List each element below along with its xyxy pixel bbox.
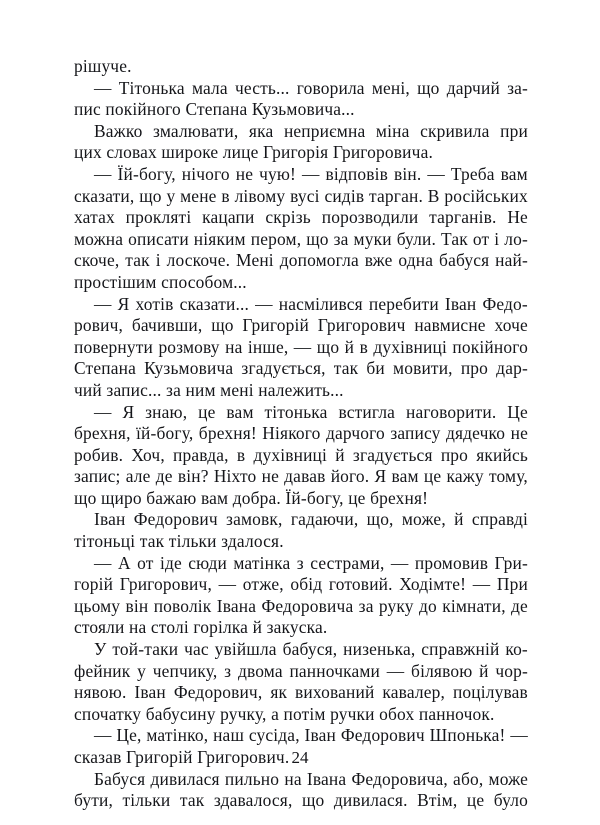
text-line — [74, 769, 528, 791]
text-word: духівниці — [373, 336, 447, 357]
text-word: Григорович, — [119, 574, 212, 595]
text-word: Я — [374, 466, 387, 487]
text-word: за — [333, 228, 349, 249]
text-word: Ніхто — [213, 466, 257, 487]
text-word: Втім, — [417, 790, 458, 811]
text-word: той-таки — [112, 639, 179, 660]
text-word: лівому — [234, 185, 286, 206]
text-word: рович, — [74, 315, 124, 336]
text-word: Григорій — [242, 315, 309, 336]
text-word: це — [423, 466, 442, 487]
text-word: Мені — [236, 250, 274, 271]
text-word: що — [417, 77, 440, 98]
text-word: ло- — [504, 228, 528, 249]
text-word: мені, — [371, 77, 410, 98]
text-word: Хоч, — [131, 444, 165, 465]
text-word: увійшла — [214, 639, 277, 660]
text-word: з — [296, 552, 304, 573]
text-word: яка — [248, 120, 274, 141]
text-word: так — [333, 358, 359, 379]
text-word: не — [235, 163, 254, 184]
text-word: й — [479, 660, 489, 681]
text-word: як — [270, 682, 288, 703]
text-word: було — [493, 790, 528, 811]
text-word: якийсь — [476, 444, 528, 465]
text-word: — — [390, 552, 409, 573]
text-word: Івана — [216, 595, 257, 616]
text-line: цих словах широке лице Григорія Григоровича. — [74, 142, 433, 163]
text-word: інше, — [247, 336, 289, 357]
text-word: дарчий — [446, 77, 500, 98]
text-line: пис покійного Степана Кузьмовича... — [74, 99, 355, 120]
text-word: сказати... — [179, 293, 250, 314]
text-word: були. — [396, 228, 437, 249]
text-word: за — [358, 595, 374, 616]
text-word: при — [500, 120, 528, 141]
text-word: це — [466, 790, 485, 811]
text-line — [74, 445, 528, 467]
text-word: хотів — [135, 293, 174, 314]
text-word: говорила — [296, 77, 365, 98]
text-word: При — [496, 574, 528, 595]
text-word: гадаючи, — [290, 509, 359, 530]
text-word: в — [359, 336, 368, 357]
text-word: або, — [453, 768, 484, 789]
text-word: що — [301, 790, 325, 811]
text-word: перебити — [368, 293, 439, 314]
text-word: Це, — [116, 725, 142, 746]
text-word: описати — [128, 228, 189, 249]
text-word: Федорович — [133, 509, 218, 530]
text-word: — — [94, 725, 112, 746]
text-word: що — [316, 336, 340, 357]
text-word: чор- — [495, 660, 528, 681]
text-word: панночками — [289, 660, 381, 681]
text-word: мене — [180, 185, 217, 206]
text-word: наш — [213, 725, 245, 746]
text-word: запис; — [74, 466, 121, 487]
text-word: дивилася. — [333, 790, 408, 811]
text-word: про — [440, 444, 469, 465]
text-word: бути, — [74, 790, 114, 811]
text-word: замовк, — [226, 509, 283, 530]
text-word: сусіда, — [248, 725, 300, 746]
text-word: Ходімте! — [399, 574, 467, 595]
text-word: Івана — [306, 768, 347, 789]
text-word: вже — [364, 250, 393, 271]
text-word: він? — [177, 466, 209, 487]
text-word: бачивши, — [131, 315, 203, 336]
text-line — [74, 509, 528, 531]
text-word: отже, — [242, 574, 284, 595]
text-word: Шпонька! — [429, 725, 506, 746]
text-word: духівниці — [253, 444, 328, 465]
text-word: муки — [353, 228, 392, 249]
text-word: лоскоче. — [166, 250, 231, 271]
text-word: вихований — [295, 682, 375, 703]
text-word: бабуся — [439, 250, 490, 271]
text-word: не — [261, 466, 279, 487]
text-word: готовий. — [328, 574, 393, 595]
text-word: здавалося, — [213, 790, 293, 811]
text-word: з — [224, 660, 232, 681]
text-word: сказати, — [74, 185, 135, 206]
text-word: У — [94, 639, 107, 660]
text-word: вам — [391, 466, 419, 487]
text-word: матінко, — [146, 725, 209, 746]
text-line: сказав Григорій Григорович. — [74, 747, 290, 767]
text-word: Важко — [94, 120, 143, 141]
text-word: тітонька — [264, 401, 328, 422]
text-word: справжній — [421, 639, 500, 660]
text-word: одна — [398, 250, 434, 271]
text-word: чую! — [259, 163, 296, 184]
text-word: В — [427, 185, 440, 206]
text-word: тому, — [488, 466, 528, 487]
text-word: де — [511, 595, 528, 616]
text-word: — — [255, 293, 273, 314]
text-line: тітоньці так тільки здалося. — [74, 531, 284, 552]
text-word: російських — [444, 185, 528, 206]
text-word: скрізь — [265, 207, 311, 228]
text-line: рішуче. — [74, 56, 132, 76]
text-word: цьому — [74, 595, 121, 616]
text-word: Не — [507, 207, 528, 228]
text-word: сидів — [324, 185, 365, 206]
text-line — [74, 358, 528, 380]
text-word: най- — [495, 250, 528, 271]
text-word: неприємна — [283, 120, 366, 141]
text-word: Іван — [94, 509, 126, 530]
text-word: би — [366, 358, 385, 379]
text-word: ко- — [505, 639, 528, 660]
text-word: але — [125, 466, 151, 487]
text-word: не — [510, 423, 528, 444]
text-word: це — [198, 401, 216, 422]
text-word: у — [137, 660, 146, 681]
text-word: А — [117, 552, 131, 573]
text-line — [74, 639, 528, 661]
text-word: скоче, — [74, 250, 120, 271]
text-word: Це — [507, 401, 528, 422]
text-word: дивилася — [150, 768, 220, 789]
text-word: справді — [471, 509, 528, 530]
text-line — [74, 790, 528, 812]
text-word: от — [472, 228, 490, 249]
text-word: давав — [284, 466, 326, 487]
text-word: Іван — [304, 725, 337, 746]
text-word: й — [335, 444, 345, 465]
text-word: насмілився — [278, 293, 363, 314]
text-word: бабуся, — [282, 639, 338, 660]
text-word: розмову — [158, 336, 220, 357]
text-word: кавалер, — [382, 682, 446, 703]
text-line — [74, 207, 528, 229]
text-word: Федорович — [340, 725, 425, 746]
text-word: промовив — [414, 552, 489, 573]
text-word: Степана — [74, 358, 136, 379]
text-word: повернути — [74, 336, 154, 357]
text-line — [74, 315, 528, 337]
text-word: в — [236, 444, 246, 465]
text-word: кімнати, — [442, 595, 506, 616]
text-line — [74, 661, 528, 683]
text-word: сюди — [188, 552, 227, 573]
text-word: що — [139, 185, 162, 206]
text-word: міна — [375, 120, 410, 141]
text-word: — — [94, 163, 112, 184]
text-word: за- — [507, 77, 528, 98]
text-word: — — [472, 574, 491, 595]
text-word: може, — [401, 509, 446, 530]
text-word: можна — [74, 228, 124, 249]
text-line: чий запис... за ним мені належить... — [74, 379, 344, 400]
text-word: нявою. — [74, 682, 127, 703]
text-line — [74, 574, 528, 596]
text-word: горій — [74, 574, 114, 595]
text-word: так — [179, 790, 205, 811]
text-word: згадується, — [241, 358, 326, 379]
text-word: мовити, — [393, 358, 453, 379]
text-word: покійного — [452, 336, 528, 357]
text-word: Іван — [134, 682, 166, 703]
text-word: Григорович — [317, 315, 406, 336]
body-text-column — [74, 56, 528, 812]
text-word: Гри- — [494, 552, 528, 573]
text-line — [74, 337, 528, 359]
text-word: так — [125, 250, 150, 271]
text-word: Тітонька — [118, 77, 185, 98]
text-word: — — [427, 163, 445, 184]
text-word: матінка — [233, 552, 291, 573]
text-word: й — [344, 336, 355, 357]
text-word: скривила — [420, 120, 490, 141]
text-word: порозводили — [321, 207, 419, 228]
text-word: він. — [393, 163, 422, 184]
text-word: тарган. — [369, 185, 423, 206]
text-word: вам — [500, 163, 528, 184]
text-word: Треба — [450, 163, 495, 184]
text-word: — — [293, 336, 312, 357]
text-word: хоче — [494, 315, 528, 336]
text-word: робив. — [74, 444, 124, 465]
text-line — [74, 294, 528, 316]
text-word: Іван — [444, 293, 477, 314]
text-word: в — [221, 185, 230, 206]
text-word: прокляті — [125, 207, 192, 228]
text-line — [74, 553, 528, 575]
text-word: хатах — [74, 207, 115, 228]
text-word: сестрами, — [310, 552, 385, 573]
text-word: вусі — [290, 185, 320, 206]
text-word: їй-богу, — [136, 423, 194, 444]
text-word: — — [94, 293, 112, 314]
text-line: стояли на столі горілка й закуска. — [74, 617, 328, 638]
text-word: дядечко — [445, 423, 506, 444]
text-word: обід — [290, 574, 323, 595]
text-word: Федоровича, — [351, 768, 448, 789]
text-word: змалювати, — [153, 120, 239, 141]
text-word: навмисне — [414, 315, 486, 336]
text-line: що щиро бажаю вам добра. Їй-богу, це брехня! — [74, 487, 429, 508]
text-word: — — [301, 163, 320, 184]
text-word: запису — [390, 423, 441, 444]
text-word: на — [284, 768, 302, 789]
text-word: Бабуся — [94, 768, 146, 789]
text-line — [74, 423, 528, 445]
text-word: Федорович, — [173, 682, 263, 703]
text-word: тільки — [122, 790, 171, 811]
text-word: ніяким — [193, 228, 246, 249]
text-line — [74, 229, 528, 251]
text-word: пильно — [224, 768, 280, 789]
text-line — [74, 186, 528, 208]
text-word: тарганів. — [429, 207, 497, 228]
text-word: дар- — [496, 358, 528, 379]
text-word: що, — [366, 509, 394, 530]
text-word: Федо- — [482, 293, 528, 314]
text-word: знаю, — [145, 401, 188, 422]
text-word: що — [211, 315, 234, 336]
text-word: кацапи — [202, 207, 255, 228]
text-line — [74, 596, 528, 618]
text-word: до — [418, 595, 437, 616]
text-word: Федоровича — [261, 595, 354, 616]
text-word: честь... — [234, 77, 290, 98]
text-word: що — [306, 228, 329, 249]
text-word: і — [494, 228, 500, 249]
text-word: відповів — [325, 163, 389, 184]
text-word: де — [155, 466, 173, 487]
text-word: й — [454, 509, 464, 530]
text-word: брехня, — [74, 423, 131, 444]
text-word: може — [488, 768, 528, 789]
text-line — [74, 121, 528, 143]
text-word: — — [510, 725, 528, 746]
text-word: поцілував — [452, 682, 528, 703]
text-word: наговорити. — [405, 401, 497, 422]
text-word: вам — [226, 401, 254, 422]
text-line — [74, 682, 528, 704]
text-line — [74, 402, 528, 424]
text-word: двома — [237, 660, 283, 681]
text-word: правда, — [173, 444, 229, 465]
text-word: час — [184, 639, 209, 660]
text-word: — — [94, 401, 112, 422]
text-word: іде — [159, 552, 182, 573]
text-line — [74, 725, 528, 747]
text-word: Ніякого — [262, 423, 321, 444]
text-word: Так — [441, 228, 468, 249]
text-word: білявою — [411, 660, 473, 681]
text-word: Я — [117, 293, 130, 314]
text-word: у — [166, 185, 176, 206]
text-word: поволік — [153, 595, 212, 616]
text-word: — — [94, 77, 112, 98]
text-word: — — [386, 660, 405, 681]
text-word: фейник — [74, 660, 131, 681]
text-word: — — [218, 574, 237, 595]
text-word: от — [137, 552, 154, 573]
text-word: про — [460, 358, 489, 379]
text-line: спочатку бабусину ручку, а потім ручки обох панночок. — [74, 703, 495, 724]
text-word: нічого — [181, 163, 230, 184]
text-word: кажу — [446, 466, 484, 487]
text-word: встигла — [338, 401, 396, 422]
text-word: руку — [378, 595, 414, 616]
text-word: чепчику, — [152, 660, 218, 681]
text-word: на — [225, 336, 243, 357]
text-word: пером, — [250, 228, 302, 249]
text-word: Я — [122, 401, 135, 422]
text-word: Їй-богу, — [117, 163, 176, 184]
text-word: мала — [191, 77, 228, 98]
page-number: 24 — [291, 748, 309, 767]
text-word: дарчого — [325, 423, 385, 444]
text-word: він — [125, 595, 149, 616]
text-word: низенька, — [343, 639, 416, 660]
text-line: простішим способом... — [74, 271, 247, 292]
text-word: згадується — [352, 444, 433, 465]
text-word: і — [155, 250, 161, 271]
text-line — [74, 164, 528, 186]
text-word: — — [94, 552, 112, 573]
text-word: Кузьмовича — [144, 358, 234, 379]
text-word: його. — [330, 466, 370, 487]
text-line — [74, 466, 528, 488]
text-line — [74, 78, 528, 100]
text-word: брехня! — [198, 423, 257, 444]
text-line — [74, 250, 528, 272]
text-word: допомогла — [279, 250, 359, 271]
